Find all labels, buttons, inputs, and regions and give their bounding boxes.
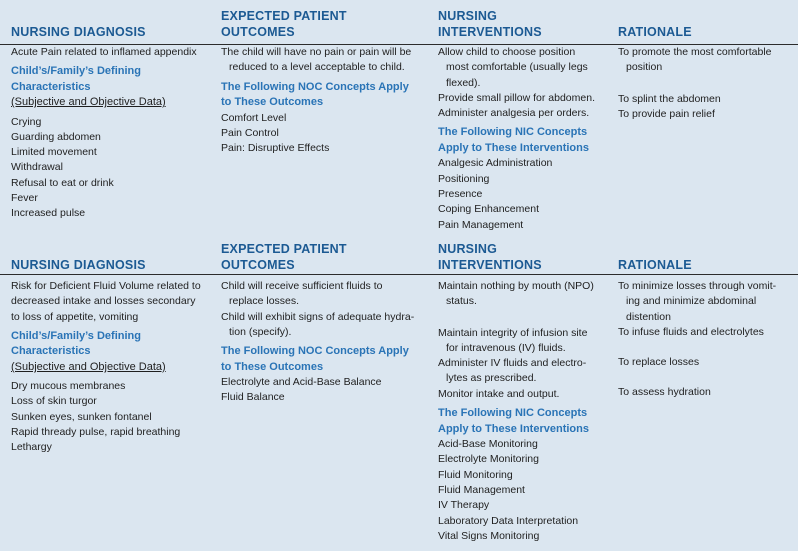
nic-list [438,156,602,232]
rationale-header: RATIONALE [618,25,692,39]
intervention-item: Administer analgesia per orders. [438,107,590,120]
nic-title: The Following NIC Concepts Apply to These Interventions [438,407,589,435]
list-item: Pain: Disruptive Effects [221,142,330,155]
list-item: Dry mucous membranes [11,380,126,393]
outcomes-body: The child will have no pain or pain will be reduced to a level acceptable to child. The Following NOC Concepts Apply to These Outcomes Comfort Level Pain Control Pain: Disruptive Effects [221,45,421,156]
rationale-item: To promote the most comfortable position [618,46,772,74]
defining-subtitle: (Subjective and Objective Data) [11,360,166,373]
list-item: Withdrawal [11,161,63,174]
list-item: Refusal to eat or drink [11,176,114,189]
rationale-body [618,45,790,122]
rationale-item: To replace losses [618,356,700,369]
header-divider [0,274,798,275]
list-item: Pain Control [221,126,279,139]
list-item: Crying [11,115,42,128]
list-item: Electrolyte and Acid-Base Balance [221,376,382,389]
list-item: Pain Management [438,218,524,231]
intervention-item: Allow child to choose position most comfortable (usually legs flexed). [438,46,588,89]
list-item: Fever [11,192,38,205]
diagnosis-header: NURSING DIAGNOSIS [11,258,146,272]
characteristics-list [11,115,207,222]
defining-title: Child’s/Family’s Defining Characteristics [11,65,141,93]
rationale-item: To minimize losses through vomit- ing and minimize abdominal distention [618,280,777,323]
intervention-item: Administer IV fluids and electro- lytes as prescribed. [438,357,587,385]
list-item: Acid-Base Monitoring [438,438,538,451]
list-item: Loss of skin turgor [11,395,97,408]
rationale-item: To provide pain relief [618,107,715,120]
list-item: Electrolyte Monitoring [438,453,539,466]
intervention-item: Monitor intake and output. [438,387,560,400]
list-item: Comfort Level [221,111,287,124]
noc-list [221,111,421,157]
rationale-body [618,279,790,401]
outcome-text: Child will receive sufficient fluids to replace losses. [221,280,383,308]
outcome-text: Child will exhibit signs of adequate hydra- tion (specify). [221,310,415,338]
nic-title: The Following NIC Concepts Apply to These Interventions [438,126,589,154]
list-item: IV Therapy [438,499,490,512]
outcomes-header: EXPECTED PATIENT OUTCOMES [221,9,347,39]
noc-list [221,375,421,406]
intervention-item: Maintain integrity of infusion site for intravenous (IV) fluids. [438,326,588,354]
noc-title: The Following NOC Concepts Apply to These Outcomes [221,80,409,109]
list-item: Increased pulse [11,207,86,220]
list-item: Rapid thready pulse, rapid breathing [11,426,181,439]
list-item: Fluid Balance [221,391,285,404]
nic-list [438,437,602,544]
diagnosis-body [11,45,207,222]
list-item: Lethargy [11,441,52,454]
defining-title: Child’s/Family’s Defining Characteristics [11,329,141,358]
list-item: Positioning [438,172,490,185]
rationale-item: To infuse fluids and electrolytes [618,325,764,338]
intervention-item: Maintain nothing by mouth (NPO) status. [438,280,594,308]
outcomes-header: EXPECTED PATIENT OUTCOMES [221,242,347,272]
list-item: Coping Enhancement [438,203,539,216]
characteristics-list [11,379,207,455]
rationale-item: To assess hydration [618,386,711,399]
list-item: Limited movement [11,146,97,159]
interventions-body [438,45,602,233]
diagnosis-body [11,279,207,456]
list-item: Vital Signs Monitoring [438,529,540,542]
interventions-body [438,279,602,544]
care-plan-acute-pain [0,0,798,237]
interventions-header: NURSING INTERVENTIONS [438,9,542,39]
list-item: Sunken eyes, sunken fontanel [11,410,152,423]
outcome-text: The child will have no pain or pain will be [221,46,412,58]
diagnosis-text: Risk for Deficient Fluid Volume related to decreased intake and losses secondary to loss of appetite, vomiting [11,280,201,323]
outcomes-body [221,279,421,406]
rationale-header: RATIONALE [618,258,692,272]
interventions-header: NURSING INTERVENTIONS [438,242,542,272]
list-item: Fluid Monitoring [438,468,513,481]
defining-subtitle: (Subjective and Objective Data) [11,96,166,109]
rationale-item: To splint the abdomen [618,92,721,105]
list-item: Analgesic Administration [438,157,553,170]
list-item: Presence [438,188,483,201]
diagnosis-text: Acute Pain related to inflamed appendix [11,46,197,58]
list-item: Laboratory Data Interpretation [438,514,579,527]
diagnosis-header: NURSING DIAGNOSIS [11,25,146,39]
list-item: Fluid Management [438,483,525,496]
intervention-item: Provide small pillow for abdomen. [438,91,595,104]
care-plan-fluid-volume [0,237,798,551]
noc-title: The Following NOC Concepts Apply to These Outcomes [221,345,409,373]
list-item: Guarding abdomen [11,130,101,143]
